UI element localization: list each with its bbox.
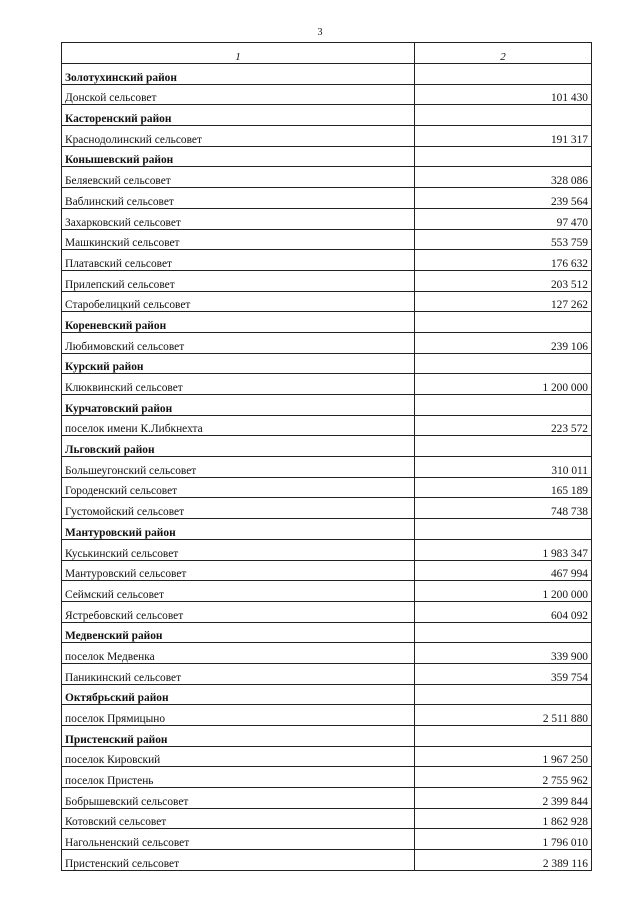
amount-cell: 467 994: [415, 560, 592, 581]
district-name: Октябрьский район: [62, 684, 415, 705]
table-row: [62, 332, 592, 353]
municipality-name: Пристенский сельсовет: [62, 850, 415, 871]
district-name: Золотухинский район: [62, 64, 415, 85]
municipality-name: Мантуровский сельсовет: [62, 560, 415, 581]
district-name: Курчатовский район: [62, 395, 415, 416]
amount-cell: 239 106: [415, 332, 592, 353]
district-name: Мантуровский район: [62, 519, 415, 540]
amount-cell: [415, 64, 592, 85]
table-row: [62, 581, 592, 602]
table-row: [62, 498, 592, 519]
municipality-name: Краснодолинский сельсовет: [62, 126, 415, 147]
district-name: Медвенский район: [62, 622, 415, 643]
amount-cell: 1 983 347: [415, 539, 592, 560]
amount-cell: 1 200 000: [415, 581, 592, 602]
district-header-row: [62, 684, 592, 705]
table-row: [62, 374, 592, 395]
amount-cell: [415, 146, 592, 167]
district-name: Кореневский район: [62, 312, 415, 333]
table-row: [62, 560, 592, 581]
amount-cell: 1 862 928: [415, 808, 592, 829]
allocation-table: [61, 42, 592, 871]
amount-cell: 127 262: [415, 291, 592, 312]
table-row: [62, 643, 592, 664]
amount-cell: 2 389 116: [415, 850, 592, 871]
table-row: [62, 601, 592, 622]
amount-cell: 1 200 000: [415, 374, 592, 395]
municipality-name: Сеймский сельсовет: [62, 581, 415, 602]
district-name: Касторенский район: [62, 105, 415, 126]
municipality-name: Большеугонский сельсовет: [62, 457, 415, 478]
table-row: [62, 250, 592, 271]
table-row: [62, 788, 592, 809]
table-row: [62, 829, 592, 850]
municipality-name: Куськинский сельсовет: [62, 539, 415, 560]
table-row: [62, 188, 592, 209]
municipality-name: Котовский сельсовет: [62, 808, 415, 829]
column-number-row: [62, 43, 592, 64]
amount-cell: 1 796 010: [415, 829, 592, 850]
table-row: [62, 229, 592, 250]
table-row: [62, 539, 592, 560]
column-header-2: 2: [415, 43, 592, 64]
district-header-row: [62, 436, 592, 457]
table-row: [62, 850, 592, 871]
municipality-name: Нагольненский сельсовет: [62, 829, 415, 850]
municipality-name: Платавский сельсовет: [62, 250, 415, 271]
table-row: [62, 663, 592, 684]
amount-cell: 101 430: [415, 84, 592, 105]
amount-cell: 553 759: [415, 229, 592, 250]
amount-cell: 203 512: [415, 270, 592, 291]
amount-cell: 339 900: [415, 643, 592, 664]
municipality-name: Захарковский сельсовет: [62, 208, 415, 229]
amount-cell: [415, 519, 592, 540]
district-name: Курский район: [62, 353, 415, 374]
municipality-name: поселок Кировский: [62, 746, 415, 767]
district-header-row: [62, 64, 592, 85]
district-header-row: [62, 105, 592, 126]
district-header-row: [62, 146, 592, 167]
district-header-row: [62, 395, 592, 416]
table-row: [62, 808, 592, 829]
amount-cell: 97 470: [415, 208, 592, 229]
amount-cell: 359 754: [415, 663, 592, 684]
district-header-row: [62, 726, 592, 747]
amount-cell: [415, 395, 592, 416]
amount-cell: [415, 622, 592, 643]
amount-cell: 191 317: [415, 126, 592, 147]
district-header-row: [62, 519, 592, 540]
page-number: 3: [317, 27, 323, 38]
municipality-name: Ястребовский сельсовет: [62, 601, 415, 622]
municipality-name: Бобрышевский сельсовет: [62, 788, 415, 809]
table-row: [62, 126, 592, 147]
amount-cell: 328 086: [415, 167, 592, 188]
municipality-name: Прилепский сельсовет: [62, 270, 415, 291]
amount-cell: [415, 353, 592, 374]
amount-cell: 2 755 962: [415, 767, 592, 788]
table-row: [62, 457, 592, 478]
table-row: [62, 477, 592, 498]
amount-cell: [415, 312, 592, 333]
municipality-name: Ваблинский сельсовет: [62, 188, 415, 209]
municipality-name: поселок Пристень: [62, 767, 415, 788]
amount-cell: 176 632: [415, 250, 592, 271]
municipality-name: поселок имени К.Либкнехта: [62, 415, 415, 436]
municipality-name: поселок Прямицыно: [62, 705, 415, 726]
municipality-name: Беляевский сельсовет: [62, 167, 415, 188]
municipality-name: Донской сельсовет: [62, 84, 415, 105]
table-row: [62, 270, 592, 291]
amount-cell: 223 572: [415, 415, 592, 436]
table-row: [62, 208, 592, 229]
district-name: Льговский район: [62, 436, 415, 457]
district-header-row: [62, 312, 592, 333]
district-name: Пристенский район: [62, 726, 415, 747]
municipality-name: Машкинский сельсовет: [62, 229, 415, 250]
municipality-name: Городенский сельсовет: [62, 477, 415, 498]
table-body: [62, 64, 592, 871]
amount-cell: 604 092: [415, 601, 592, 622]
amount-cell: 239 564: [415, 188, 592, 209]
amount-cell: [415, 726, 592, 747]
amount-cell: [415, 436, 592, 457]
table-row: [62, 291, 592, 312]
table-row: [62, 746, 592, 767]
municipality-name: Любимовский сельсовет: [62, 332, 415, 353]
district-header-row: [62, 353, 592, 374]
column-header-1: 1: [62, 43, 415, 64]
table-row: [62, 84, 592, 105]
amount-cell: 2 511 880: [415, 705, 592, 726]
amount-cell: 165 189: [415, 477, 592, 498]
amount-cell: [415, 684, 592, 705]
table-row: [62, 767, 592, 788]
municipality-name: Паникинский сельсовет: [62, 663, 415, 684]
district-header-row: [62, 622, 592, 643]
municipality-name: Густомойский сельсовет: [62, 498, 415, 519]
municipality-name: Клюквинский сельсовет: [62, 374, 415, 395]
amount-cell: 2 399 844: [415, 788, 592, 809]
district-name: Конышевский район: [62, 146, 415, 167]
amount-cell: 748 738: [415, 498, 592, 519]
table-row: [62, 415, 592, 436]
amount-cell: 1 967 250: [415, 746, 592, 767]
municipality-name: Старобелицкий сельсовет: [62, 291, 415, 312]
amount-cell: 310 011: [415, 457, 592, 478]
amount-cell: [415, 105, 592, 126]
table-row: [62, 167, 592, 188]
table-row: [62, 705, 592, 726]
municipality-name: поселок Медвенка: [62, 643, 415, 664]
